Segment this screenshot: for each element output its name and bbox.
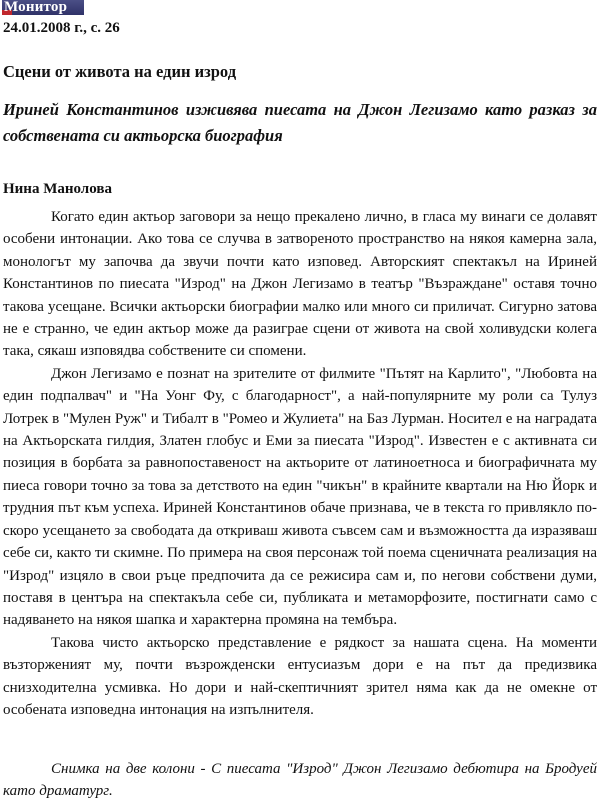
article-author: Нина Манолова [3,181,112,197]
paragraph: Джон Легизамо е познат на зрителите от филмите "Пътят на Карлито", "Любовта на един подпалвач" и "На Уонг Фу, с благодарност", а най-популярните му роли са Тулуз Лотрек в "Мулен Руж" и Тибалт в "Ромео и Жулиета" на Баз Лурман. Носител е на наградата на Актьорската гилдия, Златен глобус и Еми за пиесата "Изрод". Известен е с активната си позиция в борбата за равнопоставеност на актьорите от латиноетноса и биографичната му пиеса говори точно за това за детството на един "чикън" в крайните квартали на Ню Йорк и трудния път към успеха. Ириней Константинов обаче признава, че в текста го привлякло по-скоро усещането за свободата да откриваш живота съвсем сам и възможността да изразяваш себе си, както ти скимне. По примера на своя персонаж той поема сценичната реализация на "Изрод" изцяло в свои ръце предпочита да се режисира сам и, по негови собствени думи, поставя в центъра на спектакъла себе си, публиката и метаморфозите, постигнати само с надяването на някоя шапка и характерна промяна на тембъра. [3,365,597,629]
article-subtitle: Ириней Константинов изживява пиесата на Джон Легизамо като разказ за собствената си актьорска биография [3,100,597,145]
paragraph: Такова чисто актьорско представление е рядкост за нашата сцена. На моменти възторженият му, почти възрожденски ентусиазъм дори е на път да предизвика снизходителна усмивка. Но дори и най-скептичният зрител няма как да не омекне от особената изповедна интонация на изпълнителя. [3,634,597,718]
newspaper-logo [2,0,84,15]
article-title: Сцени от живота на един изрод [3,62,237,81]
paragraph: Когато един актьор заговори за нещо прекалено лично, в гласа му винаги се долавят особени интонации. Ако това се случва в затвореното пространство на някоя камерна зала, монологът му започва да звучи почти като изповед. Авторският спектакъл на Ириней Константинов по пиесата "Изрод" на Джон Легизамо в театър "Възраждане" оставя точно такова усещане. Всички актьорски биографии малко или много си приличат. Сигурно затова не е странно, че един актьор може да разиграе сцени от живота на свой холивудски колега така, сякаш изповядва собствените си спомени. [3,209,597,360]
dateline: 24.01.2008 г., с. 26 [3,20,120,36]
photo-caption: Снимка на две колони - С пиесата "Изрод" Джон Легизамо дебютира на Бродуей като драматург. [3,761,597,800]
logo-text: Монитор [4,0,68,15]
article-body [3,206,597,721]
